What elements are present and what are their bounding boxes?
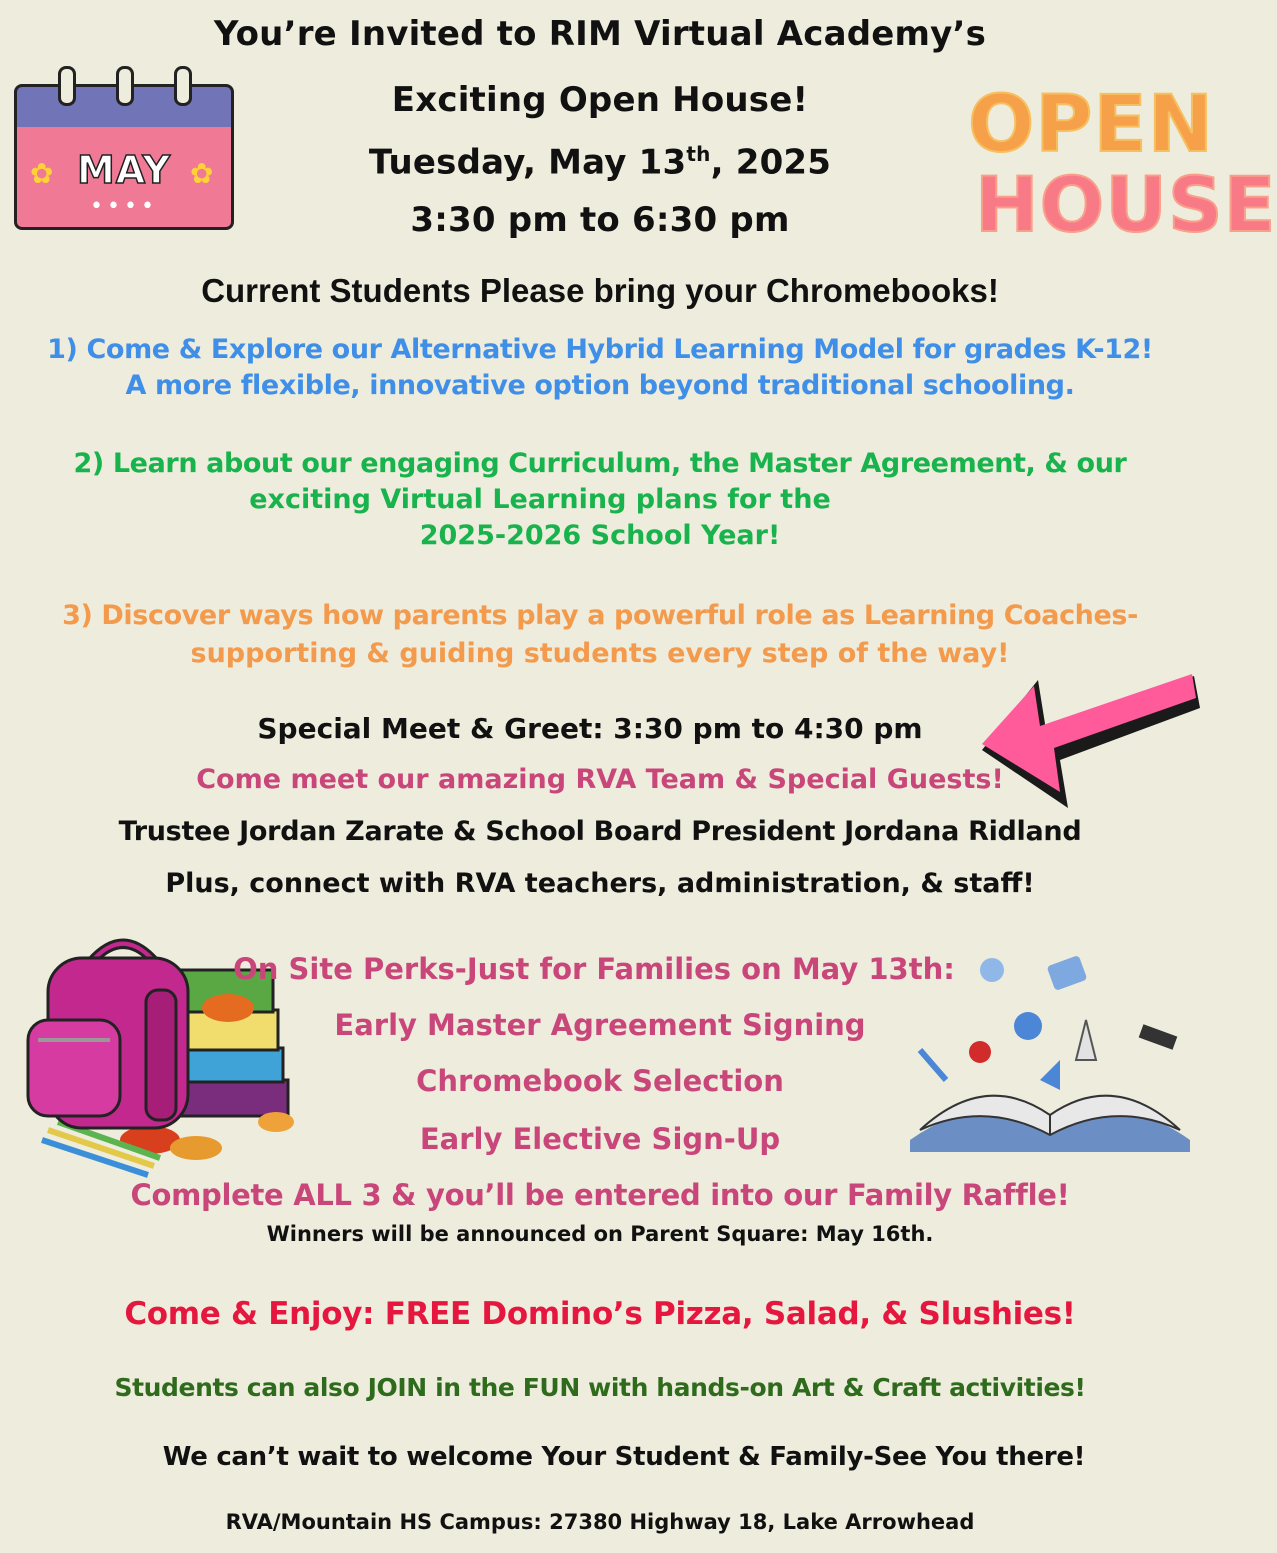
perk-item: Chromebook Selection [416,1064,784,1098]
connect-staff: Plus, connect with RVA teachers, administration, & staff! [165,868,1035,899]
closing-message: We can’t wait to welcome Your Student & Family-See You there! [162,1442,1086,1472]
event-date-main: Tuesday, May 13 [368,142,687,183]
special-guests: Trustee Jordan Zarate & School Board President Jordana Ridland [118,816,1082,847]
point-2-line-1: 2) Learn about our engaging Curriculum, the Master Agreement, & our [73,448,1127,479]
point-1-line-2: A more flexible, innovative option beyond traditional schooling. [125,370,1075,401]
food-announcement: Come & Enjoy: FREE Domino’s Pizza, Salad, & Slushies! [124,1296,1076,1332]
calendar-month: MAY [76,148,172,192]
chromebook-note: Current Students Please bring your Chromebooks! [201,272,999,309]
event-date-suffix: th [686,142,711,166]
event-date [0,142,1200,182]
calendar-dots: •••• [90,194,158,219]
open-house-heading: Exciting Open House! [391,80,809,120]
point-2-line-3: 2025-2026 School Year! [419,520,781,551]
point-3-line-2: supporting & guiding students every step of the way! [190,638,1010,669]
flower-icon: ✿ [190,157,214,190]
raffle-note: Complete ALL 3 & you’ll be entered into our Family Raffle! [130,1178,1070,1212]
flower-icon: ✿ [30,157,54,190]
activities-note: Students can also JOIN in the FUN with hands-on Art & Craft activities! [114,1373,1086,1402]
perk-item: Early Master Agreement Signing [334,1008,866,1042]
winners-note: Winners will be announced on Parent Square: May 16th. [266,1222,934,1246]
perks-title: On Site Perks-Just for Families on May 13th: [233,952,955,986]
open-house-word-house: HOUSE [975,160,1277,249]
point-2-line-2: exciting Virtual Learning plans for the [249,484,831,515]
invite-heading: You’re Invited to RIM Virtual Academy’s [213,14,987,54]
meet-greet-time: Special Meet & Greet: 3:30 pm to 4:30 pm [257,712,923,745]
perk-item: Early Elective Sign-Up [419,1122,781,1156]
open-house-word-open: OPEN [968,80,1215,170]
event-time: 3:30 pm to 6:30 pm [410,200,790,240]
meet-greet-invite: Come meet our amazing RVA Team & Special Guests! [196,764,1004,795]
point-1-line-1: 1) Come & Explore our Alternative Hybrid Learning Model for grades K-12! [47,334,1153,365]
event-location: RVA/Mountain HS Campus: 27380 Highway 18, Lake Arrowhead [225,1510,975,1534]
event-date-year: , 2025 [710,142,832,183]
point-3-line-1: 3) Discover ways how parents play a powerful role as Learning Coaches- [62,600,1138,631]
